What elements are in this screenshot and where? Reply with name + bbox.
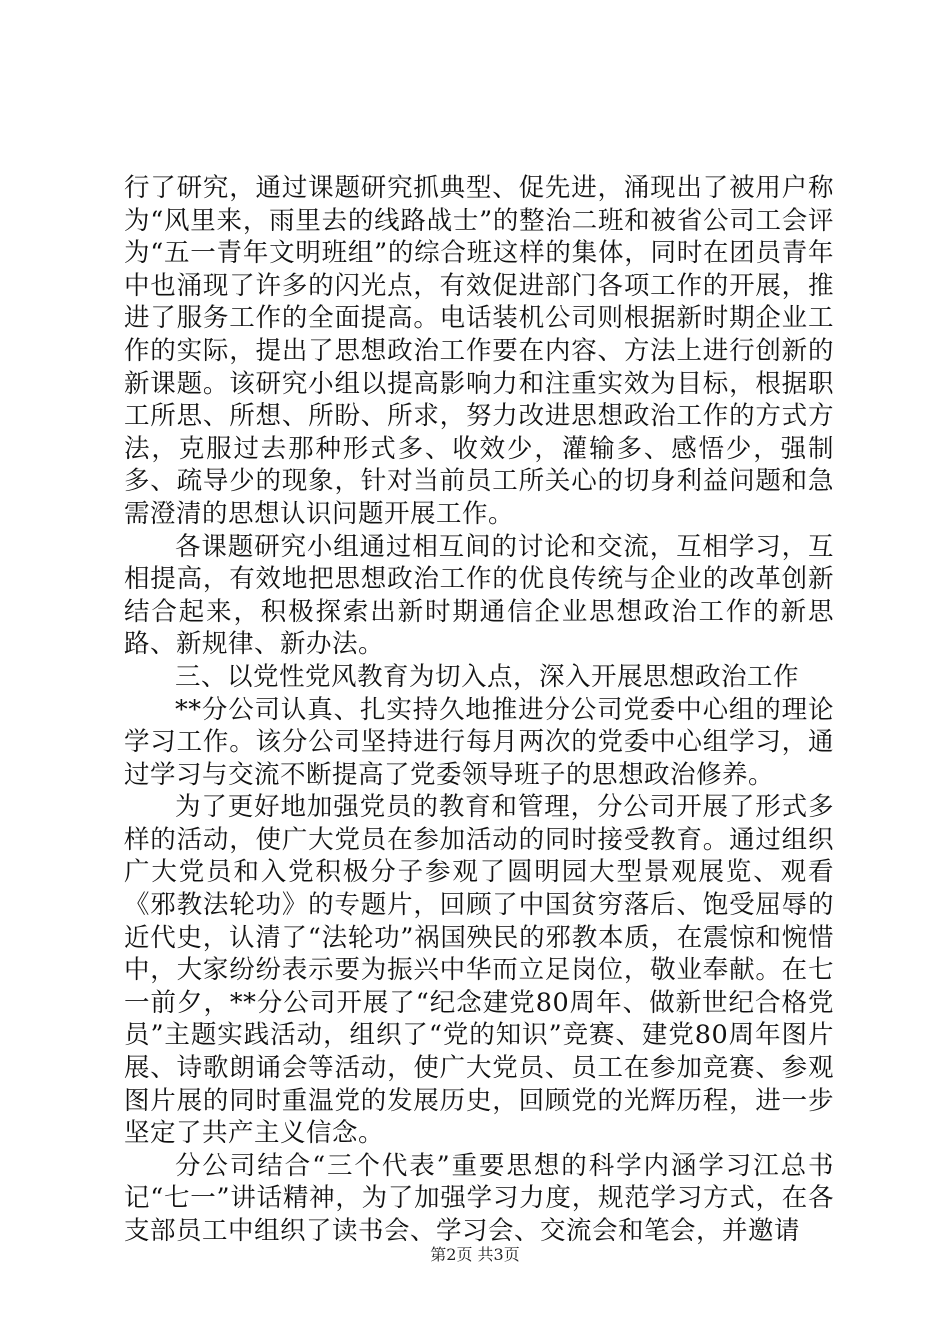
document-body <box>124 172 834 1248</box>
paragraph: 分公司结合“三个代表”重要思想的科学内涵学习江总书记“七一”讲话精神，为了加强学习力度，规范学习方式，在各支部员工中组织了读书会、学习会、交流会和笔会，并邀请 <box>124 1150 834 1246</box>
paragraph: **分公司认真、扎实持久地推进分公司党委中心组的理论学习工作。该分公司坚持进行每月两次的党委中心组学习，通过学习与交流不断提高了党委领导班子的思想政治修养。 <box>124 694 834 790</box>
paragraph: 各课题研究小组通过相互间的讨论和交流，互相学习，互相提高，有效地把思想政治工作的优良传统与企业的改革创新结合起来，积极探索出新时期通信企业思想政治工作的新思路、新规律、新办法。 <box>124 531 834 660</box>
paragraph: 为了更好地加强党员的教育和管理，分公司开展了形式多样的活动，使广大党员在参加活动的同时接受教育。通过组织广大党员和入党积极分子参观了圆明园大型景观展览、观看《邪教法轮功》的专题片，回顾了中国贫穷落后、饱受屈辱的近代史，认清了“法轮功”祸国殃民的邪教本质，在震惊和惋惜中，大家纷纷表示要为振兴中华而立足岗位，敬业奉献。在七一前夕，**分公司开展了“纪念建党80周年、做新世纪合格党员”主题实践活动，组织了“党的知识”竞赛、建党80周年图片展、诗歌朗诵会等活动，使广大党员、员工在参加竞赛、参观图片展的同时重温党的发展历史，回顾党的光辉历程，进一步坚定了共产主义信念。 <box>124 792 834 1149</box>
paragraph: 行了研究，通过课题研究抓典型、促先进，涌现出了被用户称为“风里来，雨里去的线路战士”的整治二班和被省公司工会评为“五一青年文明班组”的综合班这样的集体，同时在团员青年中也涌现了许多的闪光点，有效促进部门各项工作的开展，推进了服务工作的全面提高。电话装机公司则根据新时期企业工作的实际，提出了思想政治工作要在内容、方法上进行创新的新课题。该研究小组以提高影响力和注重实效为目标，根据职工所思、所想、所盼、所求，努力改进思想政治工作的方式方法，克服过去那种形式多、收效少，灌输多、感悟少，强制多、疏导少的现象，针对当前员工所关心的切身利益问题和急需澄清的思想认识问题开展工作。 <box>124 173 834 529</box>
page-footer: 第2页 共3页 <box>430 1245 520 1264</box>
section-heading: 三、以党性党风教育为切入点，深入开展思想政治工作 <box>175 661 800 692</box>
